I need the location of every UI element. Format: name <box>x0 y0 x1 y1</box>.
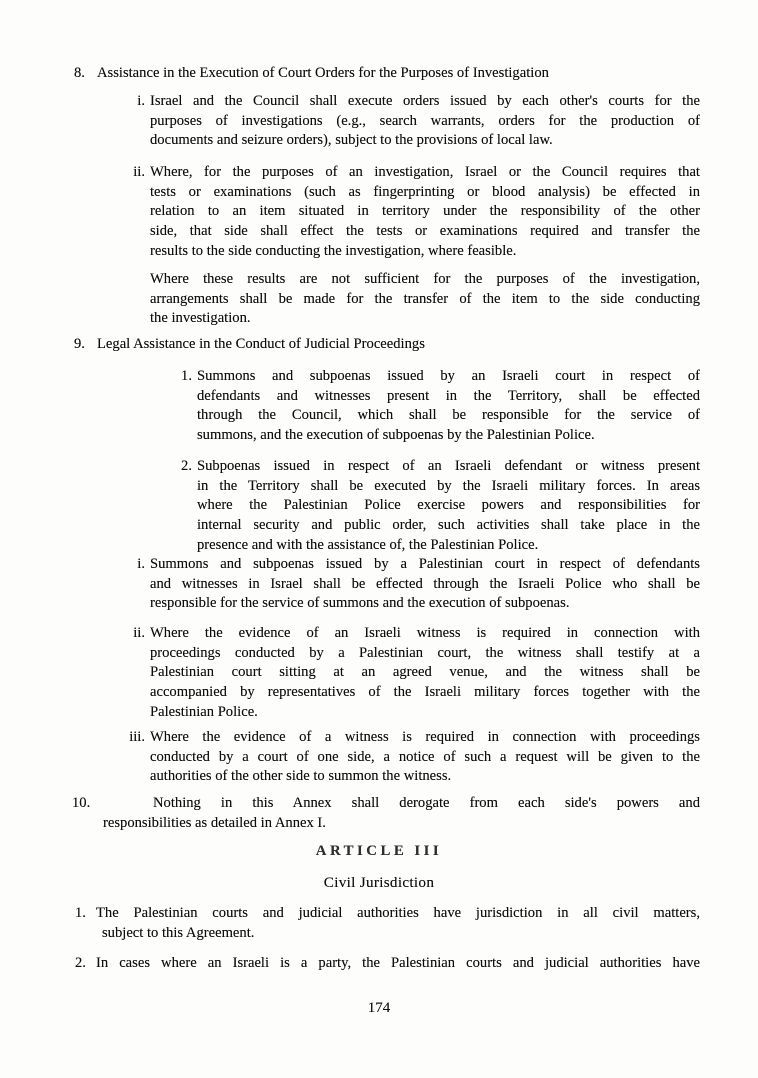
item-10 <box>72 794 700 833</box>
item-8 <box>72 64 700 84</box>
text-line: defendants and witnesses present in the Territory, shall be effected <box>197 387 700 404</box>
text-line: Nothing in this Annex shall derogate from each side's powers and <box>153 795 700 811</box>
text-line: Summons and subpoenas issued by a Palestinian court in respect of defendants <box>150 556 700 572</box>
text-line: Where, for the purposes of an investigation, Israel or the Council requires that <box>150 164 700 180</box>
item-marker: 8. <box>74 65 85 81</box>
text-line: Palestinian court sitting at an agreed venue, and the witness shall be <box>150 664 700 681</box>
text-line: Where these results are not sufficient for the purposes of the investigation, <box>150 271 700 287</box>
civil-jurisdiction-heading: Civil Jurisdiction <box>323 874 435 891</box>
text-line: Assistance in the Execution of Court Orders for the Purposes of Investigation <box>97 65 549 81</box>
item-marker: 10. <box>72 795 91 811</box>
item-text <box>72 64 700 84</box>
item-text <box>72 794 700 833</box>
item-text <box>72 457 700 556</box>
text-line: documents and seizure orders), subject to the provisions of local law. <box>150 132 553 149</box>
text-line: conducted by a court of one side, a notice of such a request will be given to the <box>150 748 700 765</box>
text-line: proceedings conducted by a Palestinian court, the witness shall testify at a <box>150 644 700 661</box>
text-line: subject to this Agreement. <box>102 924 255 941</box>
text-line: and witnesses in Israel shall be effected through the Israeli Police who shall be <box>150 575 700 592</box>
item-9-1 <box>72 367 700 446</box>
item-text <box>72 624 700 723</box>
item-marker: 9. <box>74 336 85 352</box>
text-line: tests or examinations (such as fingerprinting or blood analysis) be effected in <box>150 183 700 200</box>
item-marker: 1. <box>181 368 192 384</box>
item-marker: 1. <box>75 905 86 921</box>
text-line: authorities of the other side to summon the witness. <box>150 768 452 785</box>
item-9-2 <box>72 457 700 556</box>
text-line: relation to an item situated in territory under the responsibility of the other <box>150 203 700 220</box>
item-9-iii <box>72 728 700 787</box>
item-marker: i. <box>137 556 145 572</box>
item-marker: ii. <box>133 625 145 641</box>
item-text <box>72 335 700 355</box>
text-line: internal security and public order, such activities shall take place in the <box>197 517 700 534</box>
item-9-ii <box>72 624 700 723</box>
text-line: Where the evidence of an Israeli witness is required in connection with <box>150 625 700 641</box>
civil-item-2 <box>72 954 700 974</box>
text-line: In cases where an Israeli is a party, the Palestinian courts and judicial authorities have <box>96 955 700 971</box>
item-marker: ii. <box>133 164 145 180</box>
text-line: the investigation. <box>150 310 251 327</box>
text-line: results to the side conducting the investigation, where feasible. <box>150 242 517 259</box>
text-line: through the Council, which shall be responsible for the service of <box>197 407 700 424</box>
item-text <box>72 163 700 262</box>
item-text <box>72 367 700 446</box>
text-line: purposes of investigations (e.g., search warrants, orders for the production of <box>150 112 700 129</box>
item-text <box>72 954 700 974</box>
item-8-i <box>72 92 700 151</box>
text-line: in the Territory shall be executed by the Israeli military forces. In areas <box>197 477 700 494</box>
text-line: Where the evidence of a witness is required in connection with proceedings <box>150 729 700 745</box>
item-text <box>72 270 700 329</box>
article-iii-heading: ARTICLE III <box>315 843 443 859</box>
item-9 <box>72 335 700 355</box>
text-line: The Palestinian courts and judicial authorities have jurisdiction in all civil matters, <box>96 905 700 921</box>
item-text <box>72 728 700 787</box>
text-line: Palestinian Police. <box>150 703 258 720</box>
item-8-ii-continuation <box>72 270 700 329</box>
item-text <box>72 555 700 614</box>
text-line: Legal Assistance in the Conduct of Judicial Proceedings <box>97 336 425 352</box>
item-9-i <box>72 555 700 614</box>
text-line: Subpoenas issued in respect of an Israeli defendant or witness present <box>197 458 700 474</box>
text-line: accompanied by representatives of the Israeli military forces together with the <box>150 684 700 701</box>
text-line: summons, and the execution of subpoenas by the Palestinian Police. <box>197 427 595 444</box>
item-8-ii <box>72 163 700 262</box>
item-marker: iii. <box>129 729 145 745</box>
item-text <box>72 92 700 151</box>
text-line: responsibilities as detailed in Annex I. <box>103 814 326 831</box>
text-line: arrangements shall be made for the transfer of the item to the side conducting <box>150 290 700 307</box>
text-line: Summons and subpoenas issued by an Israeli court in respect of <box>197 368 700 384</box>
item-text <box>72 904 700 943</box>
text-line: responsible for the service of summons and the execution of subpoenas. <box>150 595 570 612</box>
text-line: side, that side shall effect the tests or examinations required and transfer the <box>150 223 700 240</box>
item-marker: 2. <box>75 955 86 971</box>
text-line: presence and with the assistance of, the Palestinian Police. <box>197 536 539 553</box>
item-marker: i. <box>137 93 145 109</box>
text-line: where the Palestinian Police exercise powers and responsibilities for <box>197 497 700 514</box>
page-number: 174 <box>367 1000 391 1016</box>
text-line: Israel and the Council shall execute orders issued by each other's courts for the <box>150 93 700 109</box>
civil-item-1 <box>72 904 700 943</box>
item-marker: 2. <box>181 458 192 474</box>
